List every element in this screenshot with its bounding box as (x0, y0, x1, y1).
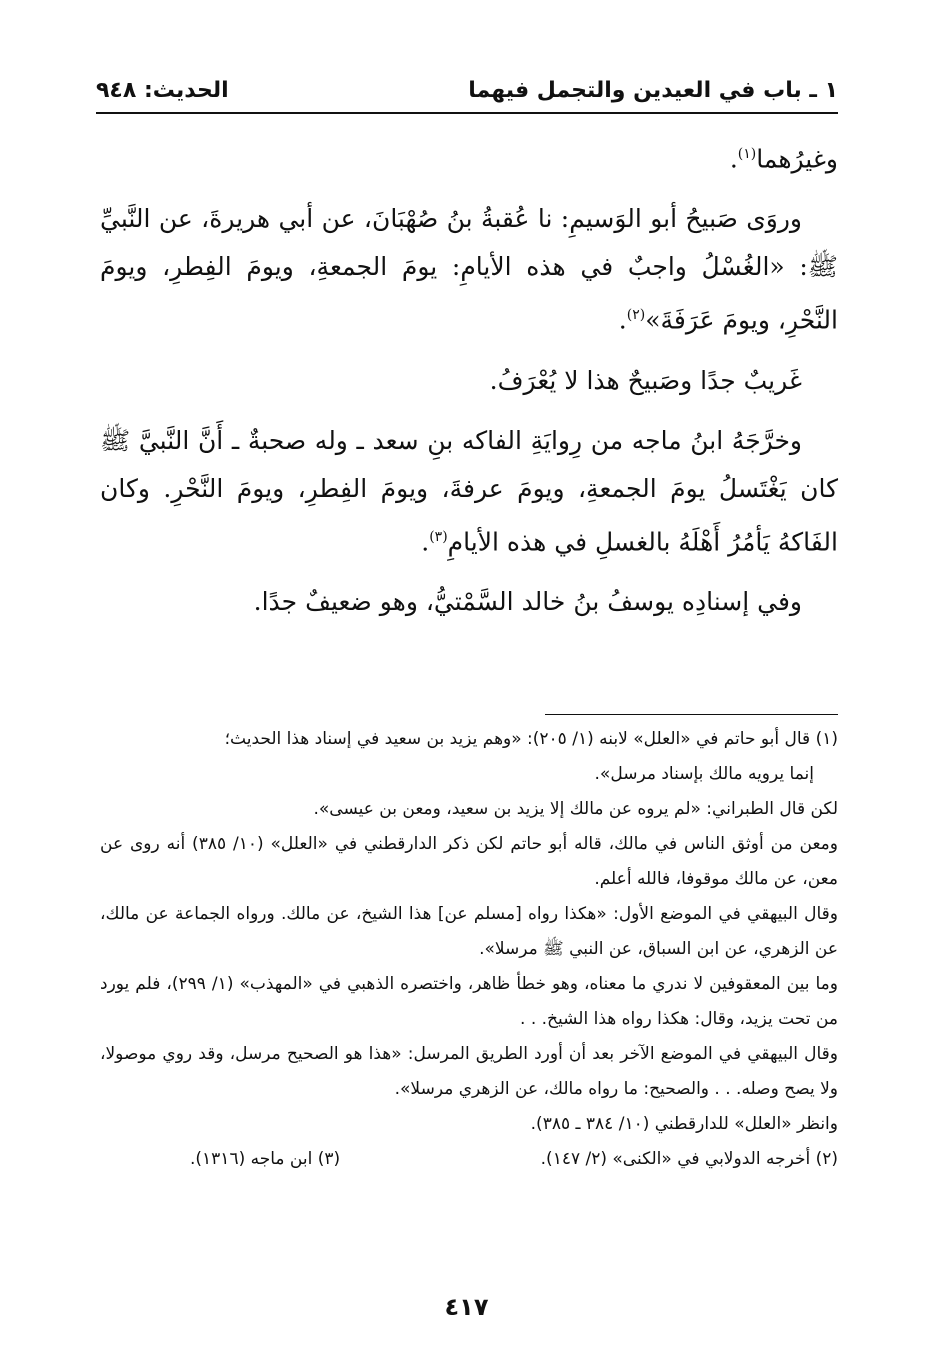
hadith-number: الحديث: ٩٤٨ (96, 77, 229, 103)
footnote-1-para-5: وما بين المعقوفين لا ندري ما معناه، وهو خطأ ظاهر، واختصره الذهبي في «المهذب» (١/ ٢٩٩)، فلم يورد من تحت يزيد، وقال: هكذا رواه هذا الشيخ. . . (100, 974, 839, 1029)
footnote-2: (٢) أخرجه الدولابي في «الكنى» (٢/ ١٤٧). (540, 1149, 838, 1169)
paragraph-1 (100, 130, 838, 183)
footnote-1-para-2: لكن قال الطبراني: «لم يروه عن مالك إلا يزيد بن سعيد، ومعن بن عيسى». (313, 799, 838, 819)
footnote-1-para-3: ومعن من أوثق الناس في مالك، قاله أبو حاتم لكن ذكر الدارقطني في «العلل» (١٠/ ٣٨٥) أنه روى عن معن، عن مالك موقوفا، فالله أعلم. (100, 834, 838, 889)
main-text (100, 130, 838, 626)
footnote-1-para-6: وقال البيهقي في الموضع الآخر بعد أن أورد الطريق المرسل: «هذا هو الصحيح مرسل، وقد روي موصولا، ولا يصح وصله. . . والصحيح: ما رواه مالك، عن الزهري مرسلا». (100, 1044, 838, 1099)
footnote-1-para-7: وانظر «العلل» للدارقطني (١٠/ ٣٨٤ ـ ٣٨٥). (530, 1114, 838, 1134)
footnote-1-line-1: (١) قال أبو حاتم في «العلل» لابنه (١/ ٢٠٥): «وهم يزيد بن سعيد في إسناد هذا الحديث؛ (224, 729, 838, 749)
footnotes-2-3-row (100, 1142, 838, 1177)
page-number: ٤١٧ (444, 1293, 489, 1321)
paragraph-3: غَريبٌ جدًا وصَبيحٌ هذا لا يُعْرَفُ. (489, 365, 802, 395)
paragraph-1-text: وغيرُهما (756, 144, 838, 174)
footnote-ref-2: (٢) (626, 307, 646, 324)
paragraph-4-end: . (421, 526, 430, 556)
footnote-1-para-4: وقال البيهقي في الموضع الأول: «هكذا رواه [مسلم عن] هذا الشيخ، عن مالك. ورواه الجماعة عن مالك، عن الزهري، عن ابن السباق، عن النبي ﷺ مرسلا». (100, 904, 838, 959)
paragraph-2 (100, 195, 838, 344)
paragraph-4-text: وخرَّجَهُ ابنُ ماجه من رِوايَةِ الفاكه بنِ سعد ـ وله صحبةٌ ـ أَنَّ النَّبيَّ ﷺ كان يَغْتَسلُ يومَ الجمعةِ، ويومَ عرفةَ، ويومَ الفِطرِ، ويومَ النَّحْرِ. وكان الفَاكهُ يَأمُرُ أَهْلَهُ بالغسلِ في هذه الأيامِ (100, 425, 838, 556)
footnote-ref-3: (٣) (429, 528, 448, 545)
chapter-title: ١ ـ باب في العيدين والتجمل فيهما (468, 77, 838, 103)
paragraph-5: وفي إسنادِه يوسفُ بنُ خالد السَّمْتيُّ، وهو ضعيفٌ جدًا. (253, 586, 802, 616)
footnotes (100, 722, 838, 1177)
footnote-1-line-2: إنما يرويه مالك بإسناد مرسل». (594, 764, 814, 784)
footnote-3: (٣) ابن ماجه (١٣١٦). (190, 1149, 341, 1169)
running-header (96, 70, 838, 110)
footnote-ref-1: (١) (737, 146, 757, 162)
paragraph-1-end: . (729, 144, 738, 174)
paragraph-2-end: . (618, 305, 627, 335)
header-rule (96, 112, 838, 114)
footnote-rule (545, 714, 838, 715)
paragraph-4 (100, 417, 838, 566)
paragraph-2-text: وروَى صَبيحُ أبو الوَسيمِ: نا عُقبةُ بنُ صُهْبَانَ، عن أبي هريرةَ، عن النَّبيِّ ﷺ: «الغُسْلُ واجبٌ في هذه الأيامِ: يومَ الجمعةِ، ويومَ الفِطرِ، ويومَ النَّحْرِ، ويومَ عَرَفَةَ» (100, 204, 838, 335)
